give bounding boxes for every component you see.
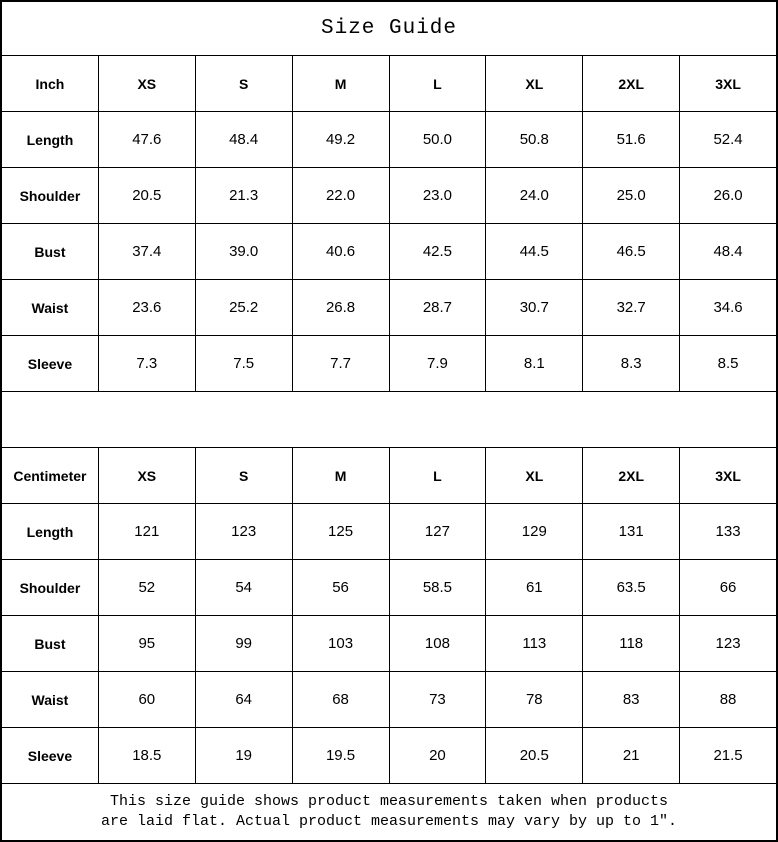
cm-header-row: [2, 448, 776, 504]
measurement-cell: 58.5: [390, 560, 487, 615]
footer-note-line1: This size guide shows product measurements taken when products: [109, 792, 669, 810]
measurement-cell: 49.2: [293, 112, 390, 167]
measurement-cell: 64: [196, 672, 293, 727]
measurement-cell: 8.1: [486, 336, 583, 391]
size-col-header: L: [390, 56, 487, 111]
measurement-cell: 60: [99, 672, 196, 727]
size-col-header: XL: [486, 448, 583, 503]
size-col-header: L: [390, 448, 487, 503]
row-label: Length: [2, 112, 99, 167]
size-col-header: 3XL: [715, 467, 741, 484]
measurement-cell: 118: [583, 616, 680, 671]
measurement-cell: 56: [293, 560, 390, 615]
measurement-cell: 63.5: [583, 560, 680, 615]
size-col-header: XS: [99, 56, 196, 111]
measurement-cell: 8.3: [583, 336, 680, 391]
row-label: Bust: [2, 224, 99, 279]
row-label: Bust: [2, 616, 99, 671]
size-col-header: M: [293, 448, 390, 503]
page-title: Size Guide: [2, 2, 776, 56]
row-label: Length: [2, 504, 99, 559]
size-col-header: XL: [486, 56, 583, 111]
row-label: Waist: [2, 672, 99, 727]
measurement-cell: 83: [583, 672, 680, 727]
measurement-cell: 123: [196, 504, 293, 559]
measurement-cell: 7.9: [390, 336, 487, 391]
measurement-cell: 32.7: [583, 280, 680, 335]
measurement-cell: 48.4: [713, 243, 743, 260]
measurement-cell: 30.7: [486, 280, 583, 335]
measurement-cell: 133: [715, 523, 741, 540]
measurement-cell: 19: [196, 728, 293, 783]
table-row: [2, 224, 776, 280]
unit-label-inch: Inch: [2, 56, 99, 111]
measurement-cell: 66: [719, 579, 737, 596]
table-row: [2, 560, 776, 616]
size-col-header: 2XL: [583, 56, 680, 111]
measurement-cell: 23.0: [390, 168, 487, 223]
measurement-cell: 19.5: [293, 728, 390, 783]
measurement-cell: 48.4: [196, 112, 293, 167]
table-row: [2, 112, 776, 168]
size-col-header: S: [196, 56, 293, 111]
measurement-cell: 26.8: [293, 280, 390, 335]
measurement-cell: 26.0: [713, 187, 743, 204]
measurement-cell: 37.4: [99, 224, 196, 279]
size-col-header: XS: [99, 448, 196, 503]
measurement-cell: 46.5: [583, 224, 680, 279]
measurement-cell: 24.0: [486, 168, 583, 223]
measurement-cell: 125: [293, 504, 390, 559]
measurement-cell: 22.0: [293, 168, 390, 223]
size-col-header: S: [196, 448, 293, 503]
measurement-cell: 7.5: [196, 336, 293, 391]
measurement-cell: 18.5: [99, 728, 196, 783]
measurement-cell: 20.5: [486, 728, 583, 783]
measurement-cell: 131: [583, 504, 680, 559]
measurement-cell: 34.6: [713, 299, 743, 316]
measurement-cell: 103: [293, 616, 390, 671]
measurement-cell: 52.4: [713, 131, 743, 148]
table-row: [2, 168, 776, 224]
measurement-cell: 95: [99, 616, 196, 671]
measurement-cell: 99: [196, 616, 293, 671]
row-label: Sleeve: [2, 728, 99, 783]
table-row: [2, 336, 776, 392]
size-col-header: 3XL: [715, 75, 741, 92]
measurement-cell: 8.5: [717, 355, 739, 372]
measurement-cell: 23.6: [99, 280, 196, 335]
measurement-cell: 28.7: [390, 280, 487, 335]
table-row: [2, 728, 776, 784]
measurement-cell: 21.3: [196, 168, 293, 223]
measurement-cell: 7.7: [293, 336, 390, 391]
measurement-cell: 123: [715, 635, 741, 652]
table-row: [2, 504, 776, 560]
measurement-cell: 25.0: [583, 168, 680, 223]
measurement-cell: 68: [293, 672, 390, 727]
measurement-cell: 39.0: [196, 224, 293, 279]
measurement-cell: 7.3: [99, 336, 196, 391]
measurement-cell: 129: [486, 504, 583, 559]
measurement-cell: 54: [196, 560, 293, 615]
measurement-cell: 121: [99, 504, 196, 559]
measurement-cell: 73: [390, 672, 487, 727]
measurement-cell: 25.2: [196, 280, 293, 335]
table-row: [2, 616, 776, 672]
measurement-cell: 42.5: [390, 224, 487, 279]
table-row: [2, 672, 776, 728]
measurement-cell: 20: [390, 728, 487, 783]
measurement-cell: 113: [486, 616, 583, 671]
measurement-cell: 21: [583, 728, 680, 783]
inch-header-row: [2, 56, 776, 112]
measurement-cell: 61: [486, 560, 583, 615]
measurement-cell: 50.0: [390, 112, 487, 167]
measurement-cell: 20.5: [99, 168, 196, 223]
footer-note-line2: are laid flat. Actual product measurements may vary by up to 1″.: [100, 813, 678, 830]
measurement-cell: 47.6: [99, 112, 196, 167]
measurement-cell: 51.6: [583, 112, 680, 167]
row-label: Shoulder: [2, 168, 99, 223]
size-col-header: 2XL: [583, 448, 680, 503]
measurement-cell: 127: [390, 504, 487, 559]
measurement-cell: 44.5: [486, 224, 583, 279]
row-label: Waist: [2, 280, 99, 335]
measurement-cell: 50.8: [486, 112, 583, 167]
measurement-cell: 108: [390, 616, 487, 671]
footer-note: [2, 784, 776, 840]
size-col-header: M: [293, 56, 390, 111]
unit-label-centimeter: Centimeter: [2, 448, 99, 503]
row-label: Shoulder: [2, 560, 99, 615]
table-row: [2, 280, 776, 336]
row-label: Sleeve: [2, 336, 99, 391]
measurement-cell: 78: [486, 672, 583, 727]
measurement-cell: 21.5: [713, 747, 743, 764]
table-spacer: [2, 392, 776, 448]
measurement-cell: 88: [719, 691, 737, 708]
measurement-cell: 40.6: [293, 224, 390, 279]
measurement-cell: 52: [99, 560, 196, 615]
